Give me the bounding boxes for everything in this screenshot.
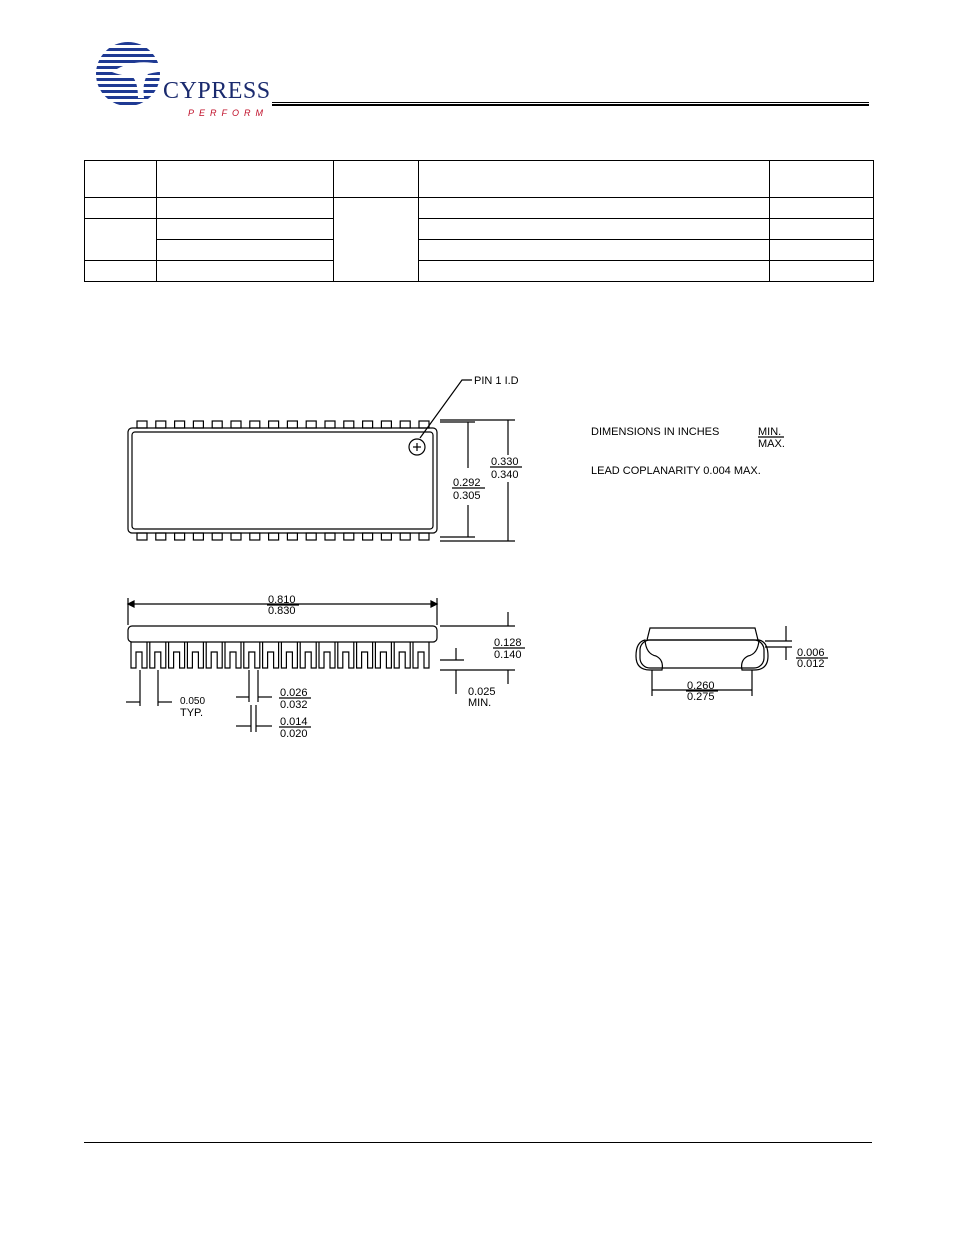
- lead: [381, 533, 391, 540]
- side-view-leads: [131, 642, 429, 668]
- body-width-min: 0.292: [453, 477, 481, 489]
- lead: [193, 533, 203, 540]
- lead: [206, 642, 222, 668]
- top-view-leads-top: [137, 421, 429, 428]
- table-cell: [157, 161, 334, 198]
- lead-span-max: 0.275: [687, 691, 715, 703]
- lead: [250, 533, 260, 540]
- top-view-body-inner: [132, 432, 433, 529]
- overall-width-min: 0.330: [491, 456, 519, 468]
- ordering-table: [84, 160, 874, 282]
- lead: [300, 642, 316, 668]
- overall-width-max: 0.340: [491, 469, 519, 481]
- lead: [325, 533, 335, 540]
- table-cell: [334, 198, 419, 282]
- notes-max: MAX.: [758, 438, 785, 450]
- brand-name: CYPRESS: [163, 78, 271, 104]
- table-cell: [157, 198, 334, 219]
- lead: [137, 533, 147, 540]
- lead: [169, 642, 185, 668]
- standoff-note: MIN.: [468, 697, 492, 709]
- table-cell: [157, 219, 334, 240]
- header-rule: [272, 102, 869, 106]
- lead-upper-min: 0.026: [280, 687, 308, 699]
- lead-thk-min: 0.006: [797, 647, 825, 659]
- lead: [225, 642, 241, 668]
- pin1-label: PIN 1 I.D: [474, 375, 519, 387]
- table-cell: [85, 261, 157, 282]
- table-header-row: [85, 161, 874, 198]
- lead: [269, 533, 279, 540]
- table-cell: [419, 161, 770, 198]
- lead: [357, 642, 373, 668]
- lead: [231, 421, 241, 428]
- height-min: 0.128: [494, 637, 522, 649]
- notes-coplanarity: LEAD COPLANARITY 0.004 MAX.: [591, 465, 761, 477]
- table-cell: [157, 261, 334, 282]
- table-row: [85, 240, 874, 261]
- end-view-body: [640, 640, 764, 668]
- lead: [231, 533, 241, 540]
- side-view-body: [128, 626, 437, 642]
- lead: [344, 533, 354, 540]
- table-cell: [770, 240, 874, 261]
- lead: [400, 421, 410, 428]
- lead: [175, 421, 185, 428]
- lead: [419, 533, 429, 540]
- lead: [338, 642, 354, 668]
- lead: [306, 421, 316, 428]
- table-cell: [770, 261, 874, 282]
- lead: [212, 421, 222, 428]
- table-cell: [157, 240, 334, 261]
- lead: [413, 642, 429, 668]
- lead-thk-max: 0.012: [797, 658, 825, 670]
- table-cell: [419, 198, 770, 219]
- notes-dimensions: DIMENSIONS IN INCHES: [591, 426, 720, 438]
- lead: [375, 642, 391, 668]
- lead: [263, 642, 279, 668]
- lead: [150, 642, 166, 668]
- table-cell: [770, 219, 874, 240]
- length-min: 0.810: [268, 594, 296, 606]
- lead: [156, 421, 166, 428]
- lead: [156, 533, 166, 540]
- table-cell: [770, 198, 874, 219]
- pin1-leader: [420, 380, 472, 438]
- height-max: 0.140: [494, 649, 522, 661]
- lead: [306, 533, 316, 540]
- lead-span-min: 0.260: [687, 680, 715, 692]
- lead: [287, 533, 297, 540]
- lead: [381, 421, 391, 428]
- table-cell: [85, 161, 157, 198]
- lead: [325, 421, 335, 428]
- lead: [193, 421, 203, 428]
- lead: [287, 421, 297, 428]
- lead: [250, 421, 260, 428]
- lead-width-min: 0.014: [280, 716, 308, 728]
- package-drawing: [0, 360, 954, 760]
- footer-rule: [84, 1142, 872, 1143]
- brand-tagline: PERFORM: [188, 108, 268, 118]
- table-cell: [85, 198, 157, 219]
- lead: [187, 642, 203, 668]
- length-max: 0.830: [268, 605, 296, 617]
- table-cell: [419, 219, 770, 240]
- lead: [269, 421, 279, 428]
- top-view-leads-bottom: [137, 533, 429, 540]
- table-row: [85, 219, 874, 240]
- lead: [137, 421, 147, 428]
- pitch-note: TYP.: [180, 707, 204, 719]
- lead: [175, 533, 185, 540]
- table-row: [85, 261, 874, 282]
- lead: [319, 642, 335, 668]
- lead: [394, 642, 410, 668]
- pitch-value: 0.050: [180, 696, 206, 707]
- table-row: [85, 198, 874, 219]
- body-width-max: 0.305: [453, 490, 481, 502]
- table-cell: [419, 240, 770, 261]
- top-view-body: [128, 428, 437, 533]
- lead: [400, 533, 410, 540]
- end-view-body-top: [647, 628, 758, 640]
- lead: [281, 642, 297, 668]
- lead-width-max: 0.020: [280, 728, 308, 740]
- lead: [131, 642, 147, 668]
- table-cell: [419, 261, 770, 282]
- lead: [363, 533, 373, 540]
- lead: [363, 421, 373, 428]
- table-cell: [770, 161, 874, 198]
- lead: [344, 421, 354, 428]
- notes-min: MIN.: [758, 426, 782, 438]
- lead: [244, 642, 260, 668]
- lead-upper-max: 0.032: [280, 699, 308, 711]
- standoff-value: 0.025: [468, 686, 496, 698]
- table-cell: [334, 161, 419, 198]
- lead: [212, 533, 222, 540]
- table-cell: [85, 219, 157, 261]
